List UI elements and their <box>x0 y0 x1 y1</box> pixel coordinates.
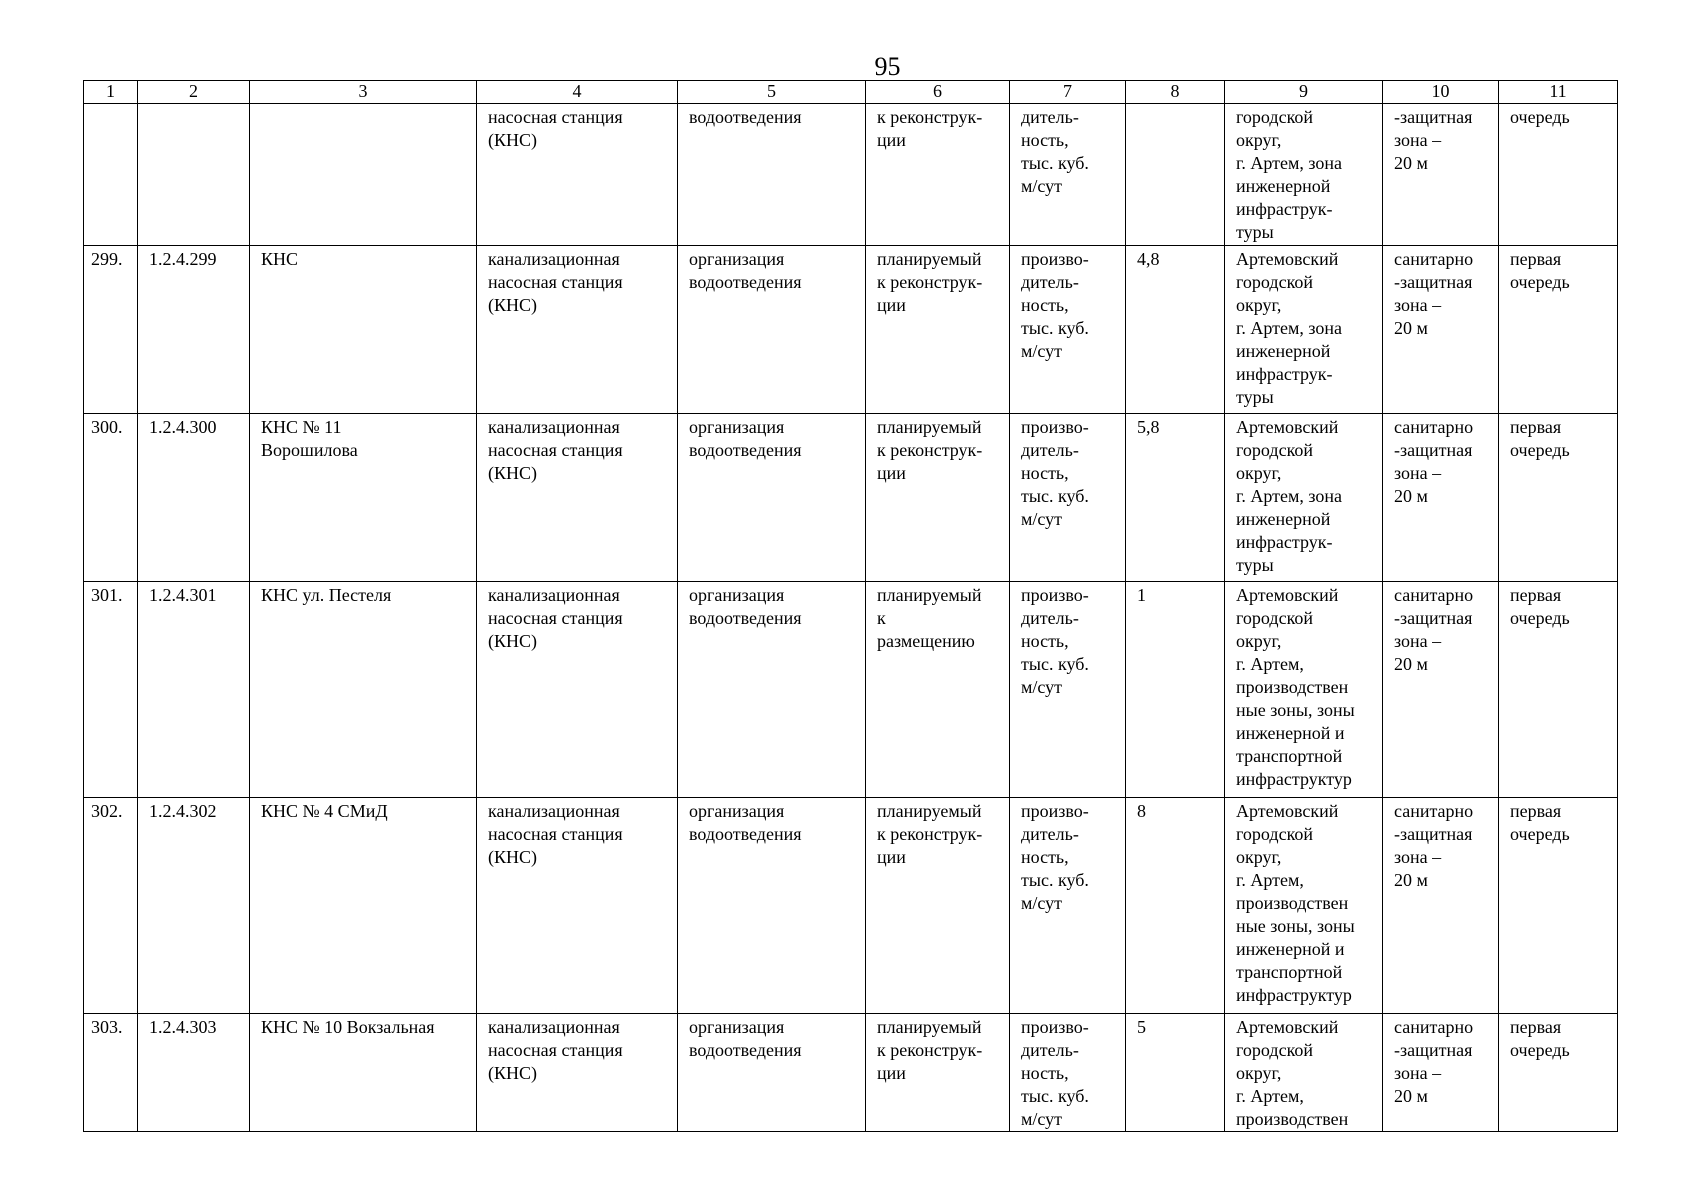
object-name-cell: КНС ул. Пестеля <box>250 582 477 798</box>
characteristic-cell: произво- дитель- ность, тыс. куб. м/сут <box>1010 798 1126 1014</box>
status-cell: планируемый к реконструк- ции <box>866 1014 1010 1132</box>
code-cell: 1.2.4.303 <box>138 1014 250 1132</box>
protection-zone-cell: санитарно -защитная зона – 20 м <box>1383 246 1499 414</box>
location-cell: Артемовский городской округ, г. Артем, производствен ные зоны, зоны инженерной и транспортной инфраструктур <box>1225 798 1383 1014</box>
purpose-cell: организация водоотведения <box>678 246 866 414</box>
facilities-table <box>83 80 1618 1132</box>
characteristic-cell: произво- дитель- ность, тыс. куб. м/сут <box>1010 1014 1126 1132</box>
object-name-cell: КНС № 4 СМиД <box>250 798 477 1014</box>
characteristic-cell: дитель- ность, тыс. куб. м/сут <box>1010 104 1126 246</box>
object-type-cell: канализационная насосная станция (КНС) <box>477 414 678 582</box>
purpose-cell: организация водоотведения <box>678 1014 866 1132</box>
table-row <box>84 104 1618 246</box>
header-cell: 10 <box>1383 81 1499 104</box>
purpose-cell: водоотведения <box>678 104 866 246</box>
table-row <box>84 414 1618 582</box>
object-type-cell: насосная станция (КНС) <box>477 104 678 246</box>
protection-zone-cell: санитарно -защитная зона – 20 м <box>1383 582 1499 798</box>
location-cell: Артемовский городской округ, г. Артем, производствен <box>1225 1014 1383 1132</box>
location-cell: Артемовский городской округ, г. Артем, зона инженерной инфраструк- туры <box>1225 414 1383 582</box>
characteristic-cell: произво- дитель- ность, тыс. куб. м/сут <box>1010 246 1126 414</box>
purpose-cell: организация водоотведения <box>678 414 866 582</box>
row-number-cell: 299. <box>84 246 138 414</box>
value-cell: 8 <box>1126 798 1225 1014</box>
row-number-cell <box>84 104 138 246</box>
header-cell: 4 <box>477 81 678 104</box>
status-cell: планируемый к реконструк- ции <box>866 414 1010 582</box>
header-cell: 9 <box>1225 81 1383 104</box>
location-cell: городской округ, г. Артем, зона инженерной инфраструк- туры <box>1225 104 1383 246</box>
table-row <box>84 1014 1618 1132</box>
row-number-cell: 300. <box>84 414 138 582</box>
protection-zone-cell: -защитная зона – 20 м <box>1383 104 1499 246</box>
purpose-cell: организация водоотведения <box>678 582 866 798</box>
code-cell: 1.2.4.299 <box>138 246 250 414</box>
object-name-cell: КНС <box>250 246 477 414</box>
protection-zone-cell: санитарно -защитная зона – 20 м <box>1383 1014 1499 1132</box>
characteristic-cell: произво- дитель- ность, тыс. куб. м/сут <box>1010 582 1126 798</box>
header-cell: 6 <box>866 81 1010 104</box>
header-row <box>84 81 1618 104</box>
code-cell: 1.2.4.300 <box>138 414 250 582</box>
value-cell: 5 <box>1126 1014 1225 1132</box>
location-cell: Артемовский городской округ, г. Артем, производствен ные зоны, зоны инженерной и транспортной инфраструктур <box>1225 582 1383 798</box>
value-cell: 1 <box>1126 582 1225 798</box>
table-body <box>84 104 1618 1132</box>
page-number: 95 <box>874 52 901 81</box>
value-cell: 5,8 <box>1126 414 1225 582</box>
location-cell: Артемовский городской округ, г. Артем, зона инженерной инфраструк- туры <box>1225 246 1383 414</box>
stage-cell: первая очередь <box>1499 582 1618 798</box>
protection-zone-cell: санитарно -защитная зона – 20 м <box>1383 414 1499 582</box>
row-number-cell: 303. <box>84 1014 138 1132</box>
protection-zone-cell: санитарно -защитная зона – 20 м <box>1383 798 1499 1014</box>
object-type-cell: канализационная насосная станция (КНС) <box>477 582 678 798</box>
value-cell: 4,8 <box>1126 246 1225 414</box>
code-cell: 1.2.4.302 <box>138 798 250 1014</box>
table-row <box>84 798 1618 1014</box>
object-type-cell: канализационная насосная станция (КНС) <box>477 798 678 1014</box>
header-cell: 2 <box>138 81 250 104</box>
stage-cell: первая очередь <box>1499 414 1618 582</box>
status-cell: планируемый к реконструк- ции <box>866 798 1010 1014</box>
header-cell: 5 <box>678 81 866 104</box>
status-cell: планируемый к размещению <box>866 582 1010 798</box>
object-name-cell: КНС № 10 Вокзальная <box>250 1014 477 1132</box>
object-type-cell: канализационная насосная станция (КНС) <box>477 1014 678 1132</box>
value-cell <box>1126 104 1225 246</box>
code-cell <box>138 104 250 246</box>
stage-cell: первая очередь <box>1499 1014 1618 1132</box>
row-number-cell: 301. <box>84 582 138 798</box>
table-row <box>84 582 1618 798</box>
object-type-cell: канализационная насосная станция (КНС) <box>477 246 678 414</box>
table-header <box>84 81 1618 104</box>
object-name-cell <box>250 104 477 246</box>
characteristic-cell: произво- дитель- ность, тыс. куб. м/сут <box>1010 414 1126 582</box>
header-cell: 8 <box>1126 81 1225 104</box>
row-number-cell: 302. <box>84 798 138 1014</box>
table-row <box>84 246 1618 414</box>
stage-cell: очередь <box>1499 104 1618 246</box>
status-cell: к реконструк- ции <box>866 104 1010 246</box>
stage-cell: первая очередь <box>1499 798 1618 1014</box>
purpose-cell: организация водоотведения <box>678 798 866 1014</box>
header-cell: 7 <box>1010 81 1126 104</box>
object-name-cell: КНС № 11 Ворошилова <box>250 414 477 582</box>
stage-cell: первая очередь <box>1499 246 1618 414</box>
header-cell: 11 <box>1499 81 1618 104</box>
code-cell: 1.2.4.301 <box>138 582 250 798</box>
header-cell: 3 <box>250 81 477 104</box>
status-cell: планируемый к реконструк- ции <box>866 246 1010 414</box>
header-cell: 1 <box>84 81 138 104</box>
